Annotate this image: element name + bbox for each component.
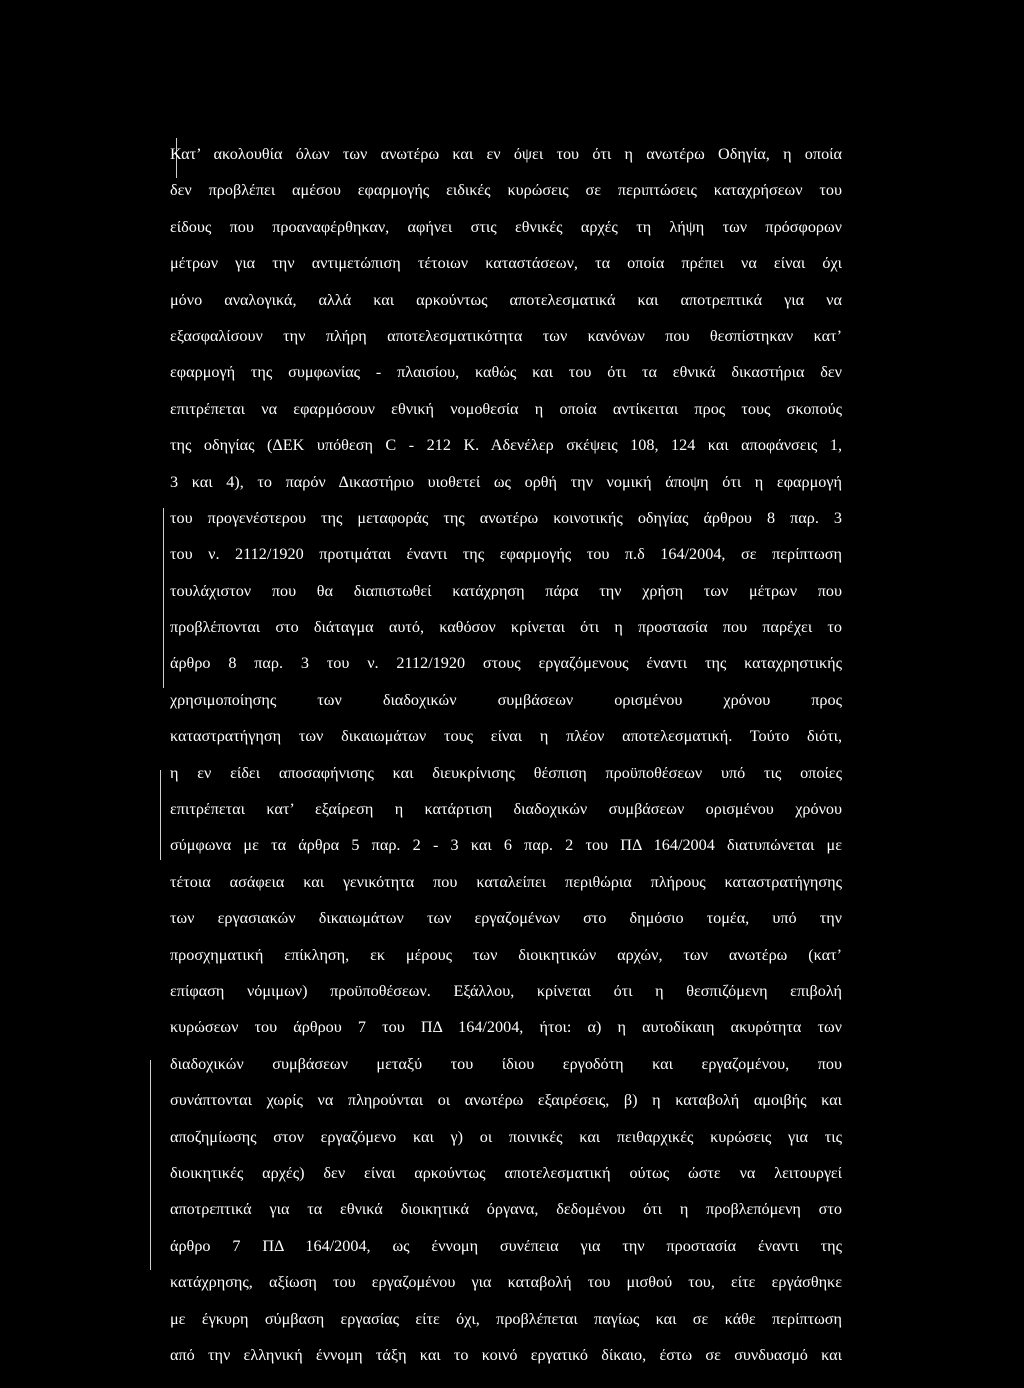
text-line-13: τουλάχιστον που θα διαπιστωθεί κατάχρηση πάρα την χρήση των μέτρων που [170,581,842,600]
text-line-6: εξασφαλίσουν την πλήρη αποτελεσματικότητα των κανόνων που θεσπίστηκαν κατ’ [170,326,842,345]
text-line-32: κατάχρησης, αξίωση του εργαζομένου για καταβολή του μισθού του, είτε εργάσθηκε [170,1273,842,1292]
left-margin-rule-middle [163,508,164,688]
text-line-4: μέτρων για την αντιμετώπιση τέτοιων καταστάσεων, τα οποία πρέπει να είναι όχι [170,254,842,273]
text-line-3: είδους που προαναφέρθηκαν, αφήνει στις εθνικές αρχές τη λήψη των πρόσφορων [170,217,842,236]
left-margin-rule-lower [160,770,161,860]
text-line-12: του ν. 2112/1920 προτιμάται έναντι της εφαρμογής του π.δ 164/2004, σε περίπτωση [170,545,842,564]
text-line-24: επίφαση νόμιμων) προϋποθέσεων. Εξάλλου, κρίνεται ότι η θεσπιζόμενη επιβολή [170,981,842,1000]
left-margin-rule-bottom [150,1060,151,1270]
text-line-30: αποτρεπτικά για τα εθνικά διοικητικά όργανα, δεδομένου ότι η προβλεπόμενη στο [170,1200,842,1219]
text-line-34: από την ελληνική έννομη τάξη και το κοινό εργατικό δίκαιο, έστω σε συνδυασμό και [170,1345,842,1364]
text-line-19: επιτρέπεται κατ’ εξαίρεση η κατάρτιση διαδοχικών συμβάσεων ορισμένου χρόνου [170,800,842,819]
text-line-1: Κατ’ ακολουθία όλων των ανωτέρω και εν όψει του ότι η ανωτέρω Οδηγία, η οποία [170,145,842,163]
text-line-22: των εργασιακών δικαιωμάτων των εργαζομένων στο δημόσιο τομέα, υπό την [170,909,842,928]
text-line-5: μόνο αναλογικά, αλλά και αρκούντως αποτελεσματικά και αποτρεπτικά για να [170,290,842,309]
text-line-21: τέτοια ασάφεια και γενικότητα που καταλείπει περιθώρια πλήρους καταστρατήγησης [170,872,842,891]
text-line-14: προβλέπονται στο διάταγμα αυτό, καθόσον κρίνεται ότι η προστασία που παρέχει το [170,618,842,637]
text-line-7: εφαρμογή της συμφωνίας - πλαισίου, καθώς και του ότι τα εθνικά δικαστήρια δεν [170,363,842,382]
text-line-15: άρθρο 8 παρ. 3 του ν. 2112/1920 στους εργαζόμενους έναντι της καταχρηστικής [170,654,842,673]
text-line-29: διοικητικές αρχές) δεν είναι αρκούντως αποτελεσματική ούτως ώστε να λειτουργεί [170,1163,842,1182]
text-line-2: δεν προβλέπει αμέσου εφαρμογής ειδικές κυρώσεις σε περιπτώσεις καταχρήσεων του [170,181,842,200]
text-line-26: διαδοχικών συμβάσεων μεταξύ του ίδιου εργοδότη και εργαζομένου, που [170,1054,842,1073]
text-line-27: συνάπτονται χωρίς να πληρούνται οι ανωτέρω εξαιρέσεις, β) η καταβολή αμοιβής και [170,1091,842,1110]
text-line-28: αποζημίωσης στον εργαζόμενο και γ) οι ποινικές και πειθαρχικές κυρώσεις για τις [170,1127,842,1146]
text-line-9: της οδηγίας (ΔΕΚ υπόθεση C - 212 Κ. Αδενέλερ σκέψεις 108, 124 και αποφάνσεις 1, [170,436,842,455]
text-line-11: του προγενέστερου της μεταφοράς της ανωτέρω κοινοτικής οδηγίας άρθρου 8 παρ. 3 [170,508,842,527]
text-line-8: επιτρέπεται να εφαρμόσουν εθνική νομοθεσία η οποία αντίκειται προς τους σκοπούς [170,399,842,418]
text-line-20: σύμφωνα με τα άρθρα 5 παρ. 2 - 3 και 6 παρ. 2 του ΠΔ 164/2004 διατυπώνεται με [170,836,842,855]
text-line-23: προσχηματική επίκληση, εκ μέρους των διοικητικών αρχών, των ανωτέρω (κατ’ [170,945,842,964]
text-line-25: κυρώσεων του άρθρου 7 του ΠΔ 164/2004, ήτοι: α) η αυτοδίκαιη ακυρότητα των [170,1018,842,1037]
document-text-column [170,136,842,1373]
text-line-18: η εν είδει αποσαφήνισης και διευκρίνισης θέσπιση προϋποθέσεων υπό τις οποίες [170,763,842,782]
text-line-16: χρησιμοποίησης των διαδοχικών συμβάσεων ορισμένου χρόνου προς [170,690,842,709]
text-line-17: καταστρατήγηση των δικαιωμάτων τους είναι η πλέον αποτελεσματική. Τούτο διότι, [170,727,842,746]
text-line-33: με έγκυρη σύμβαση εργασίας είτε όχι, προβλέπεται παγίως και σε κάθε περίπτωση [170,1309,842,1328]
text-line-10: 3 και 4), το παρόν Δικαστήριο υιοθετεί ως ορθή την νομική άποψη ότι η εφαρμογή [170,472,842,491]
text-line-31: άρθρο 7 ΠΔ 164/2004, ως έννομη συνέπεια για την προστασία έναντι της [170,1236,842,1255]
